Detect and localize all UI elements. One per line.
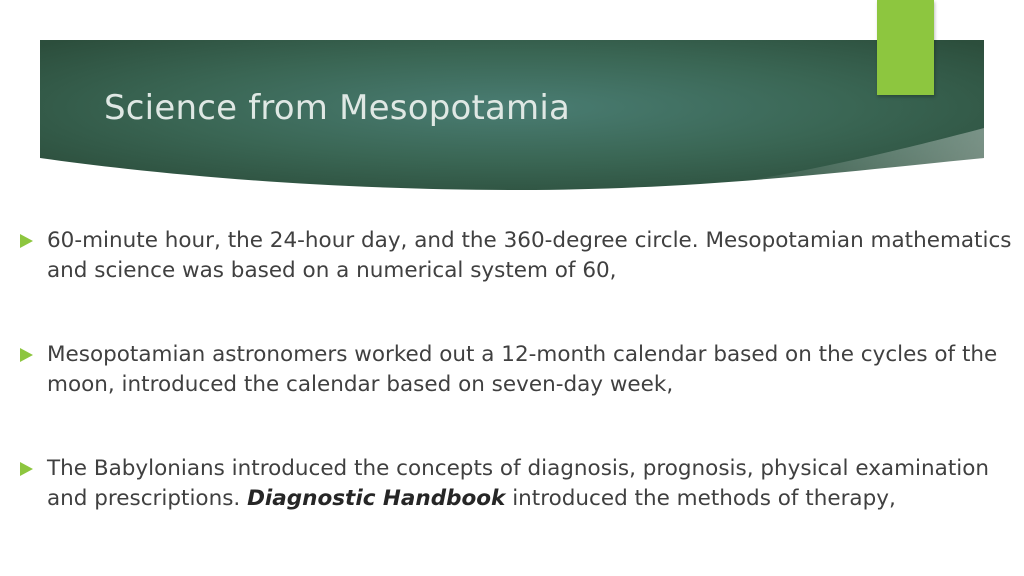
triangle-right-icon <box>20 348 33 362</box>
bullet-item <box>20 454 1016 514</box>
slide-title: Science from Mesopotamia <box>104 88 571 128</box>
accent-tab <box>877 0 934 95</box>
bullet-emphasis: Diagnostic Handbook <box>247 486 506 511</box>
triangle-right-icon <box>20 234 33 248</box>
bullet-text: Mesopotamian astronomers worked out a 12-month calendar based on the cycles of the moon, introduced the calendar based on seven-day week, <box>47 342 998 397</box>
bullet-item <box>20 226 1016 286</box>
bullet-item <box>20 340 1016 400</box>
bullet-list <box>20 226 1016 514</box>
triangle-right-icon <box>20 462 33 476</box>
bullet-text: 60-minute hour, the 24-hour day, and the 360-degree circle. Mesopotamian mathematics and science was based on a numerical system of 60, <box>47 228 1012 283</box>
bullet-text: The Babylonians introduced the concepts of diagnosis, prognosis, physical examination and prescriptions. <box>47 456 990 511</box>
bullet-text: introduced the methods of therapy, <box>505 486 896 511</box>
